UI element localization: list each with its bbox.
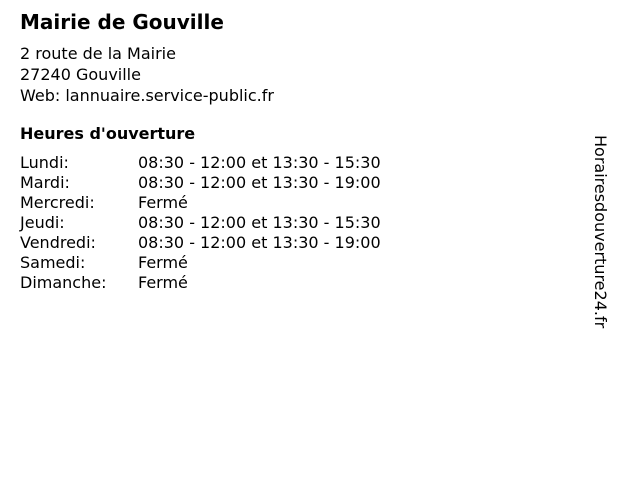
day-label: Jeudi: bbox=[20, 213, 65, 232]
day-label: Dimanche: bbox=[20, 273, 107, 292]
day-label: Lundi: bbox=[20, 153, 69, 172]
day-hours: Fermé bbox=[138, 193, 188, 212]
day-hours: 08:30 - 12:00 et 13:30 - 15:30 bbox=[138, 213, 381, 232]
hours-row-sunday bbox=[20, 273, 440, 293]
day-label: Vendredi: bbox=[20, 233, 96, 252]
hours-row-friday bbox=[20, 233, 440, 253]
day-label: Mardi: bbox=[20, 173, 70, 192]
address-web: Web: lannuaire.service-public.fr bbox=[20, 86, 274, 105]
watermark-text: Horairesdouverture24.fr bbox=[591, 135, 610, 329]
hours-heading: Heures d'ouverture bbox=[20, 124, 196, 143]
day-hours: Fermé bbox=[138, 253, 188, 272]
address-city: 27240 Gouville bbox=[20, 65, 141, 84]
day-label: Samedi: bbox=[20, 253, 86, 272]
day-hours: 08:30 - 12:00 et 13:30 - 15:30 bbox=[138, 153, 381, 172]
address-block bbox=[20, 43, 274, 106]
hours-row-thursday bbox=[20, 213, 440, 233]
day-hours: Fermé bbox=[138, 273, 188, 292]
hours-row-wednesday bbox=[20, 193, 440, 213]
hours-table bbox=[20, 153, 440, 293]
day-label: Mercredi: bbox=[20, 193, 95, 212]
hours-row-tuesday bbox=[20, 173, 440, 193]
hours-row-monday bbox=[20, 153, 440, 173]
page-title: Mairie de Gouville bbox=[20, 10, 224, 34]
address-street: 2 route de la Mairie bbox=[20, 44, 176, 63]
day-hours: 08:30 - 12:00 et 13:30 - 19:00 bbox=[138, 173, 381, 192]
day-hours: 08:30 - 12:00 et 13:30 - 19:00 bbox=[138, 233, 381, 252]
hours-row-saturday bbox=[20, 253, 440, 273]
